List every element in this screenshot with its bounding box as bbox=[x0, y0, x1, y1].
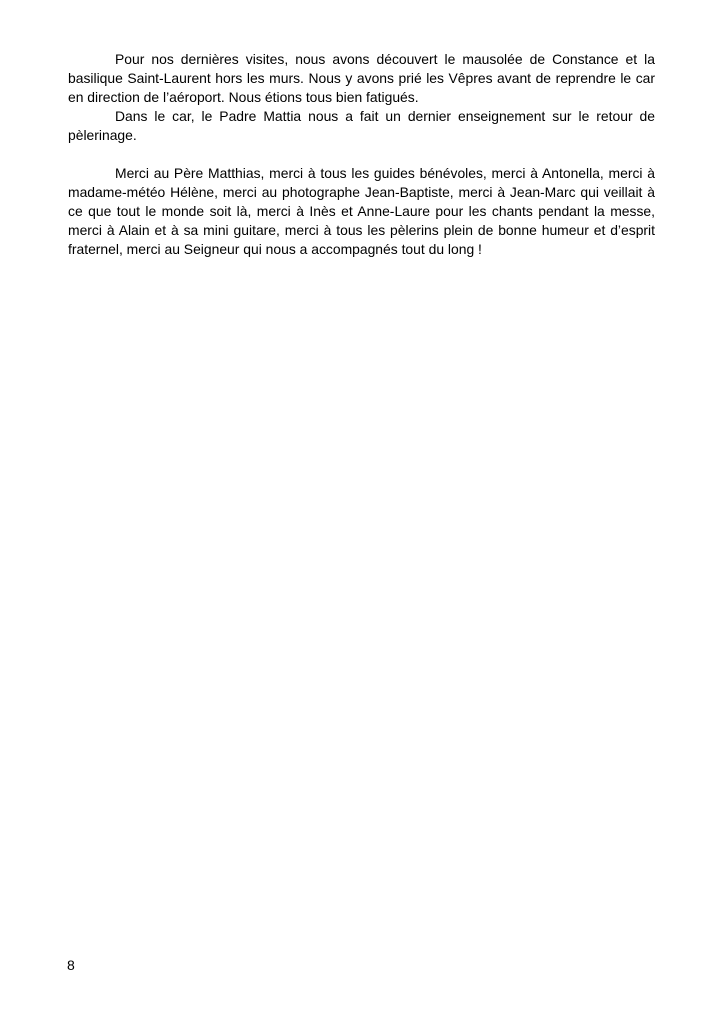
paragraph-last-visits: Pour nos dernières visites, nous avons découvert le mausolée de Constance et la basilique Saint-Laurent hors les murs. Nous y avons prié les Vêpres avant de reprendre le car en direction de l’aéroport. Nous étions tous bien fatigués. bbox=[68, 51, 655, 105]
paragraph-bus-teaching: Dans le car, le Padre Mattia nous a fait un dernier enseignement sur le retour de pèlerinage. bbox=[68, 108, 655, 143]
page-number: 8 bbox=[67, 957, 75, 973]
body-text bbox=[68, 50, 655, 259]
paragraph-thanks: Merci au Père Matthias, merci à tous les guides bénévoles, merci à Antonella, merci à madame-météo Hélène, merci au photographe Jean-Baptiste, merci à Jean-Marc qui veillait à ce que tout le monde soit là, merci à Inès et Anne-Laure pour les chants pendant la messe, merci à Alain et à sa mini guitare, merci à tous les pèlerins plein de bonne humeur et d’esprit fraternel, merci au Seigneur qui nous a accompagnés tout du long ! bbox=[68, 165, 655, 257]
